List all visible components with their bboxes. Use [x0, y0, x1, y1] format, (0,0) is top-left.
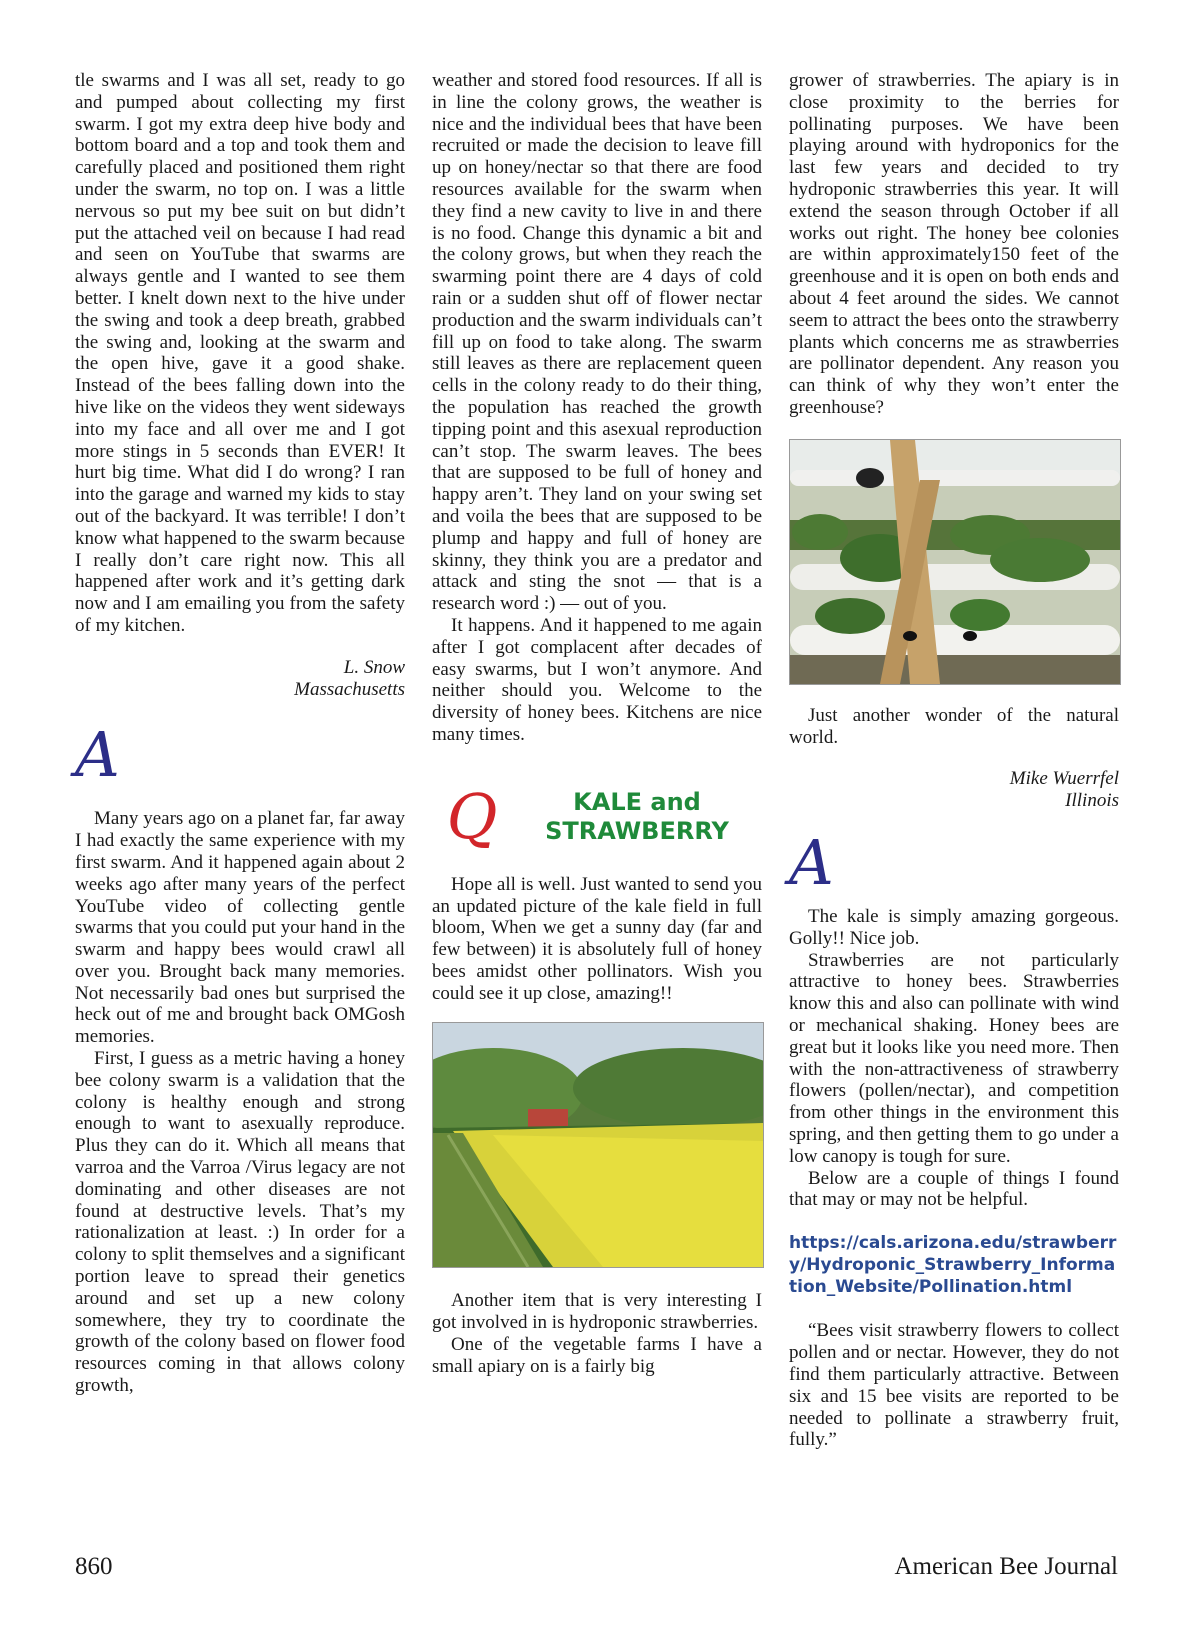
quoted-paragraph: “Bees visit strawberry flowers to collect pollen and or nectar. However, they do not find them particularly attractive. Between six and 15 bee visits are reported to be needed to pollinate a strawberry fruit, fully.”	[789, 1320, 1119, 1451]
question-paragraph: Hope all is well. Just wanted to send you an updated picture of the kale field in full bloom, When we get a sunny day (far and few between) it is absolutely full of honey bees amidst other pollinators. Wish you could see it up close, amazing!!	[432, 873, 762, 1004]
pollination-link[interactable]: https://cals.arizona.edu/strawberry/Hydroponic_Strawberry_Information_Website/Pollination.html	[789, 1233, 1117, 1297]
signature-location: Massachusetts	[294, 678, 405, 700]
question-paragraph-continued: grower of strawberries. The apiary is in close proximity to the berries for pollinating purposes. We have been playing around with hydroponics for the last few years and decided to try hydroponic strawberries this year. It will extend the season through October if all works out right. The honey bee colonies are within approximately150 feet of the greenhouse and it is open on both ends and about 4 feet around the sides. We cannot seem to attract the bees onto the strawberry plants which concerns me as strawberries are pollinator dependent. Any reason you can think of why they won’t enter the greenhouse?	[789, 70, 1119, 418]
answer-paragraph: Strawberries are not particularly attractive to honey bees. Strawberries know this and also can pollinate with wind or mechanical shaking. Honey bees are great but it looks like you need more. Then with the non-attractiveness of strawberry flowers (pollen/nectar), and competition from other things in the environment this spring, and then getting them to go under a low canopy is tough for sure.	[789, 949, 1119, 1167]
page-number: 860	[75, 1553, 113, 1580]
letter-text-continued: tle swarms and I was all set, ready to go and pumped about collecting my first swarm. I got my extra deep hive body and bottom board and a top and took them and carefully placed and positioned them right under the swarm, no top on. I was a little nervous so put my bee suit on but didn’t put the attached veil on because I had read and seen on YouTube that swarms are always gentle and I wanted to see them better. I knelt down next to the hive under the swing and took a deep breath, grabbed the swing and, looking at the swarm and the open hive, gave it a good shake. Instead of the bees falling down into the hive like on the videos they went sideways into my face and all over me and I got more stings in 5 seconds than EVER! It hurt big time. What did I do wrong? I ran into the garage and warned my kids to stay out of the backyard. It was terrible! I don’t know what happened to the swarm because I really don’t care right now. This all happened after work and it’s getting dark now and I am emailing you from the safety of my kitchen.	[75, 70, 405, 636]
answer-letter-a: A	[789, 825, 834, 899]
hydroponic-strawberry-photo	[789, 439, 1121, 685]
question-letter-q: Q	[446, 779, 498, 853]
question-title	[512, 788, 762, 846]
column-left	[75, 70, 405, 1397]
signature-wuerrfel	[789, 768, 1119, 812]
title-line-2: STRAWBERRY	[545, 816, 729, 845]
photo-caption: Just another wonder of the natural world.	[789, 704, 1119, 748]
journal-name: American Bee Journal	[894, 1553, 1118, 1580]
answer-paragraph: It happens. And it happened to me again after I got complacent after decades of easy swarms, but I won’t anymore. And neither should you. Welcome to the diversity of honey bees. Kitchens are nice many times.	[432, 614, 762, 745]
answer-paragraph: The kale is simply amazing gorgeous. Golly!! Nice job.	[789, 905, 1119, 949]
answer-letter-a: A	[75, 718, 120, 792]
question-paragraph: One of the vegetable farms I have a small apiary on is a fairly big	[432, 1334, 762, 1377]
signature-snow	[75, 657, 405, 701]
question-header	[432, 778, 762, 856]
signature-name: Mike Wuerrfel	[1009, 768, 1119, 790]
column-right	[789, 70, 1119, 1451]
title-line-1: KALE and	[573, 787, 701, 816]
answer-paragraph: Many years ago on a planet far, far away I had exactly the same experience with my first swarm. And it happened again about 2 weeks ago after many years of the perfect YouTube video of collecting gentle swarms that you could put your hand in the swarm and happy bees would crawl all over you. Brought back many memories. Not necessarily bad ones but surprised the heck out of me and brought back OMGosh memories.	[75, 808, 405, 1048]
question-paragraph: Another item that is very interesting I got involved in is hydroponic strawberries.	[432, 1290, 762, 1334]
column-middle	[432, 70, 762, 1378]
signature-name: L. Snow	[343, 656, 405, 678]
kale-field-photo	[432, 1022, 764, 1268]
answer-paragraph: Below are a couple of things I found that may or may not be helpful.	[789, 1167, 1119, 1211]
signature-location: Illinois	[1065, 790, 1119, 812]
answer-paragraph: First, I guess as a metric having a honey bee colony swarm is a validation that the colony is healthy enough and strong enough to want to asexually reproduce. Plus they can do it. Which all means that varroa and the Varroa /Virus legacy are not dominating and other diseases are not found at destructive levels. That’s my rationalization at least. :) In order for a colony to split themselves and a significant portion leave to spread their genetics around and set up a new colony somewhere, they try to coordinate the growth of the colony based on flower food resources coming in that allows colony growth,	[75, 1048, 405, 1397]
answer-paragraph-continued: weather and stored food resources. If all is in line the colony grows, the weather is nice and the individual bees that have been recruited or made the decision to leave fill up on honey/nectar so that there are food resources available for the swarm when they find a new cavity to live in and there is no food. Change this dynamic a bit and the colony grows, but when they reach the swarming point there are 4 days of cold rain or a sudden shut off of flower nectar production and the swarm individuals can’t fill up on food to take along. The swarm still leaves as there are replacement queen cells in the colony ready to do their thing, the population has reached the growth tipping point and this asexual reproduction can’t stop. The swarm leaves. The bees that are supposed to be full of honey and happy aren’t. They land on your swing set and voila the bees that are supposed to be plump and happy and full of honey are skinny, they think you are a predator and attack and sting the snot — that is a research word :) — out of you.	[432, 70, 762, 615]
